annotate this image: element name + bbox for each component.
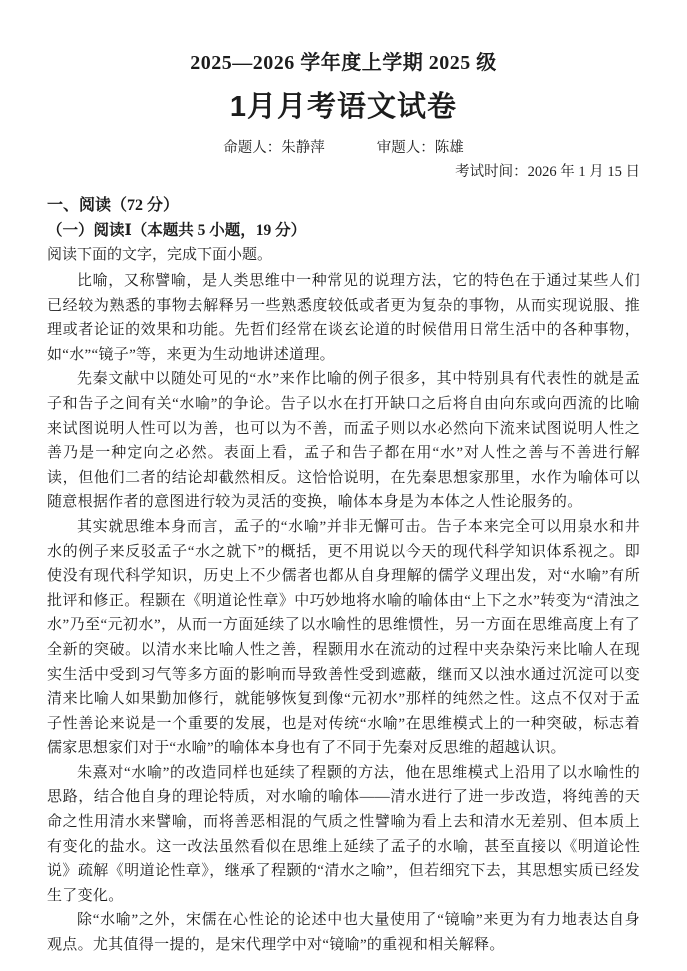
persons-line [47, 138, 640, 158]
passage [47, 269, 640, 958]
exam-time: 考试时间：2026 年 1 月 15 日 [455, 164, 640, 180]
passage-paragraph: 除“水喻”之外，宋儒在心性论的论述中也大量使用了“镜喻”来更为有力地表达自身观点。尤其值得一提的，是宋代理学中对“镜喻”的重视和相关解释。 [47, 912, 640, 954]
school-year-title: 2025—2026 学年度上学期 2025 级 [190, 52, 497, 74]
reading-instruction: 阅读下面的文字，完成下面小题。 [47, 247, 273, 263]
passage-paragraph: 比喻，又称譬喻，是人类思维中一种常见的说理方法，它的特色在于通过某些人们已经较为熟悉的事物去解释另一些熟悉度较低或者更为复杂的事物，从而实现说服、推理或者论证的效果和功能。先哲们经常在谈玄论道的时候借用日常生活中的各种事物，如“水”“镜子”等，来更为生动地讲述道理。 [47, 273, 640, 363]
reviewer-label: 审题人：陈雄 [376, 140, 464, 156]
subsection-heading-reading-1: （一）阅读Ⅰ（本题共 5 小题，19 分） [47, 222, 307, 239]
exam-title: 1月月考语文试卷 [229, 91, 458, 123]
passage-paragraph: 朱熹对“水喻”的改造同样也延续了程颢的方法，他在思维模式上沿用了以水喻性的思路，结合他自身的理论特质，对水喻的喻体——清水进行了进一步改造，将纯善的天命之性用清水来譬喻，而将善恶相混的气质之性譬喻为看上去和清水无差别、但本质上有变化的盐水。这一改法虽然看似在思维上延续了孟子的水喻，甚至直接以《明道论性说》疏解《明道论性章》，继承了程颢的“清水之喻”，但若细究下去，其思想实质已经发生了变化。 [47, 764, 640, 904]
setter-label: 命题人：朱静萍 [223, 140, 325, 156]
passage-paragraph: 其实就思维本身而言，孟子的“水喻”并非无懈可击。告子本来完全可以用泉水和井水的例子来反驳孟子“水之就下”的概括，更不用说以今天的现代科学知识体系视之。即使没有现代科学知识，历史上不少儒者也都从自身理解的儒学义理出发，对“水喻”有所批评和修正。程颢在《明道论性章》中巧妙地将水喻的喻体由“上下之水”转变为“清浊之水”乃至“元初水”，从而一方面延续了以水喻性的思维惯性，另一方面在思维高度上有了全新的突破。以清水来比喻人性之善，程颢用水在流动的过程中夹杂染污来比喻人在现实生活中受到习气等多方面的影响而导致善性受到遮蔽，继而又以浊水通过沉淀可以变清来比喻人如果勤加修行，就能够恢复到像“元初水”那样的纯然之性。这点不仅对于孟子性善论来说是一个重要的发展，也是对传统“水喻”在思维模式上的一种突破，标志着儒家思想家们对于“水喻”的喻体本身也有了不同于先秦对反思维的超越认识。 [47, 518, 640, 757]
section-heading-reading: 一、阅读（72 分） [47, 197, 180, 214]
passage-paragraph: 先秦文献中以随处可见的“水”来作比喻的例子很多，其中特别具有代表性的就是孟子和告子之间有关“水喻”的争论。告子以水在打开缺口之后将自由向东或向西流的比喻来试图说明人性可以为善，也可以为不善，而孟子则以水必然向下流来试图说明人性之善乃是一种定向之必然。表面上看，孟子和告子都在用“水”对人性之善与不善进行解读，但他们二者的结论却截然相反。这恰恰说明，在先秦思想家那里，水作为喻体可以随意根据作者的意图进行较为灵活的变换，喻体本身是为本体之人性论服务的。 [47, 371, 640, 511]
